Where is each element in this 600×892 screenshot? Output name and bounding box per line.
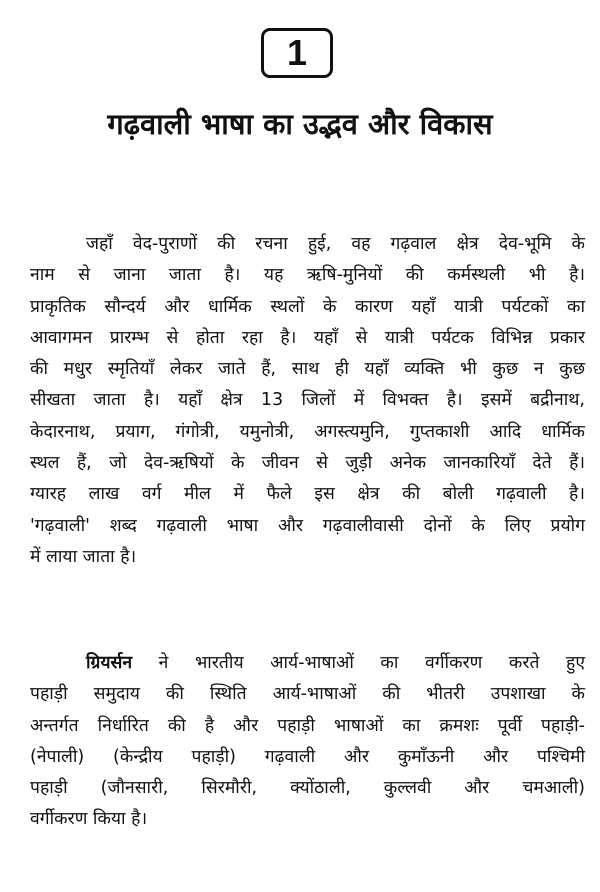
- paragraph-1: [30, 229, 585, 573]
- paragraph-2: [30, 648, 585, 836]
- paragraph-line: प्राकृतिक सौन्दर्य और धार्मिक स्थलों के कारण यहाँ यात्री पर्यटकों का: [30, 296, 585, 317]
- paragraph-line: केदारनाथ, प्रयाग, गंगोत्री, यमुनोत्री, अगस्त्यमुनि, गुप्तकाशी आदि धार्मिक: [30, 421, 585, 442]
- paragraph-line: जहाँ वेद-पुराणों की रचना हुई, वह गढ़वाल क्षेत्र देव-भूमि के: [86, 234, 585, 254]
- paragraph-line: नाम से जाना जाता है। यह ऋषि-मुनियों की कर्मस्थली भी है।: [30, 265, 585, 286]
- paragraph-line: पहाड़ी समुदाय की स्थिति आर्य-भाषाओं की भीतरी उपशाखा के: [30, 684, 585, 705]
- paragraph-line: वर्गीकरण किया है।: [30, 809, 148, 830]
- paragraph-line: [30, 648, 585, 679]
- paragraph-line: स्थल हैं, जो देव-ऋषियों के जीवन से जुड़ी अनेक जानकारियाँ देते हैं।: [30, 453, 585, 474]
- paragraph-line: की मधुर स्मृतियाँ लेकर जाते हैं, साथ ही यहाँ व्यक्ति भी कुछ न कुछ: [30, 359, 585, 380]
- paragraph-line: ग्यारह लाख वर्ग मील में फैले इस क्षेत्र की बोली गढ़वाली है।: [30, 484, 585, 505]
- chapter-title: गढ़वाली भाषा का उद्भव और विकास: [107, 107, 493, 141]
- paragraph-line: 'गढ़वाली' शब्द गढ़वाली भाषा और गढ़वालीवासी दोनों के लिए प्रयोग: [30, 515, 585, 536]
- paragraph-line: सीखता जाता है। यहाँ क्षेत्र 13 जिलों में विभक्त है। इसमें बद्रीनाथ,: [30, 390, 585, 411]
- paragraph-line: अन्तर्गत निर्धारित की है और पहाड़ी भाषाओं का क्रमशः पूर्वी पहाड़ी-: [30, 715, 585, 736]
- chapter-number: 1: [286, 32, 308, 73]
- paragraph-line: में लाया जाता है।: [30, 546, 137, 567]
- author-name-bold: ग्रियर्सन: [86, 653, 133, 673]
- paragraph-line-rest: ने भारतीय आर्य-भाषाओं का वर्गीकरण करते हुए: [132, 653, 585, 673]
- paragraph-line: आवागमन प्रारम्भ से होता रहा है। यहाँ से यात्री पर्यटक विभिन्न प्रकार: [30, 327, 585, 348]
- paragraph-line: पहाड़ी (जौनसारी, सिरमौरी, क्योंठाली, कुल्लवी और चमआली): [30, 778, 585, 799]
- paragraph-line: (नेपाली) (केन्द्रीय पहाड़ी) गढ़वाली और कुमाँऊनी और पश्चिमी: [30, 746, 585, 767]
- chapter-number-box: [261, 28, 333, 78]
